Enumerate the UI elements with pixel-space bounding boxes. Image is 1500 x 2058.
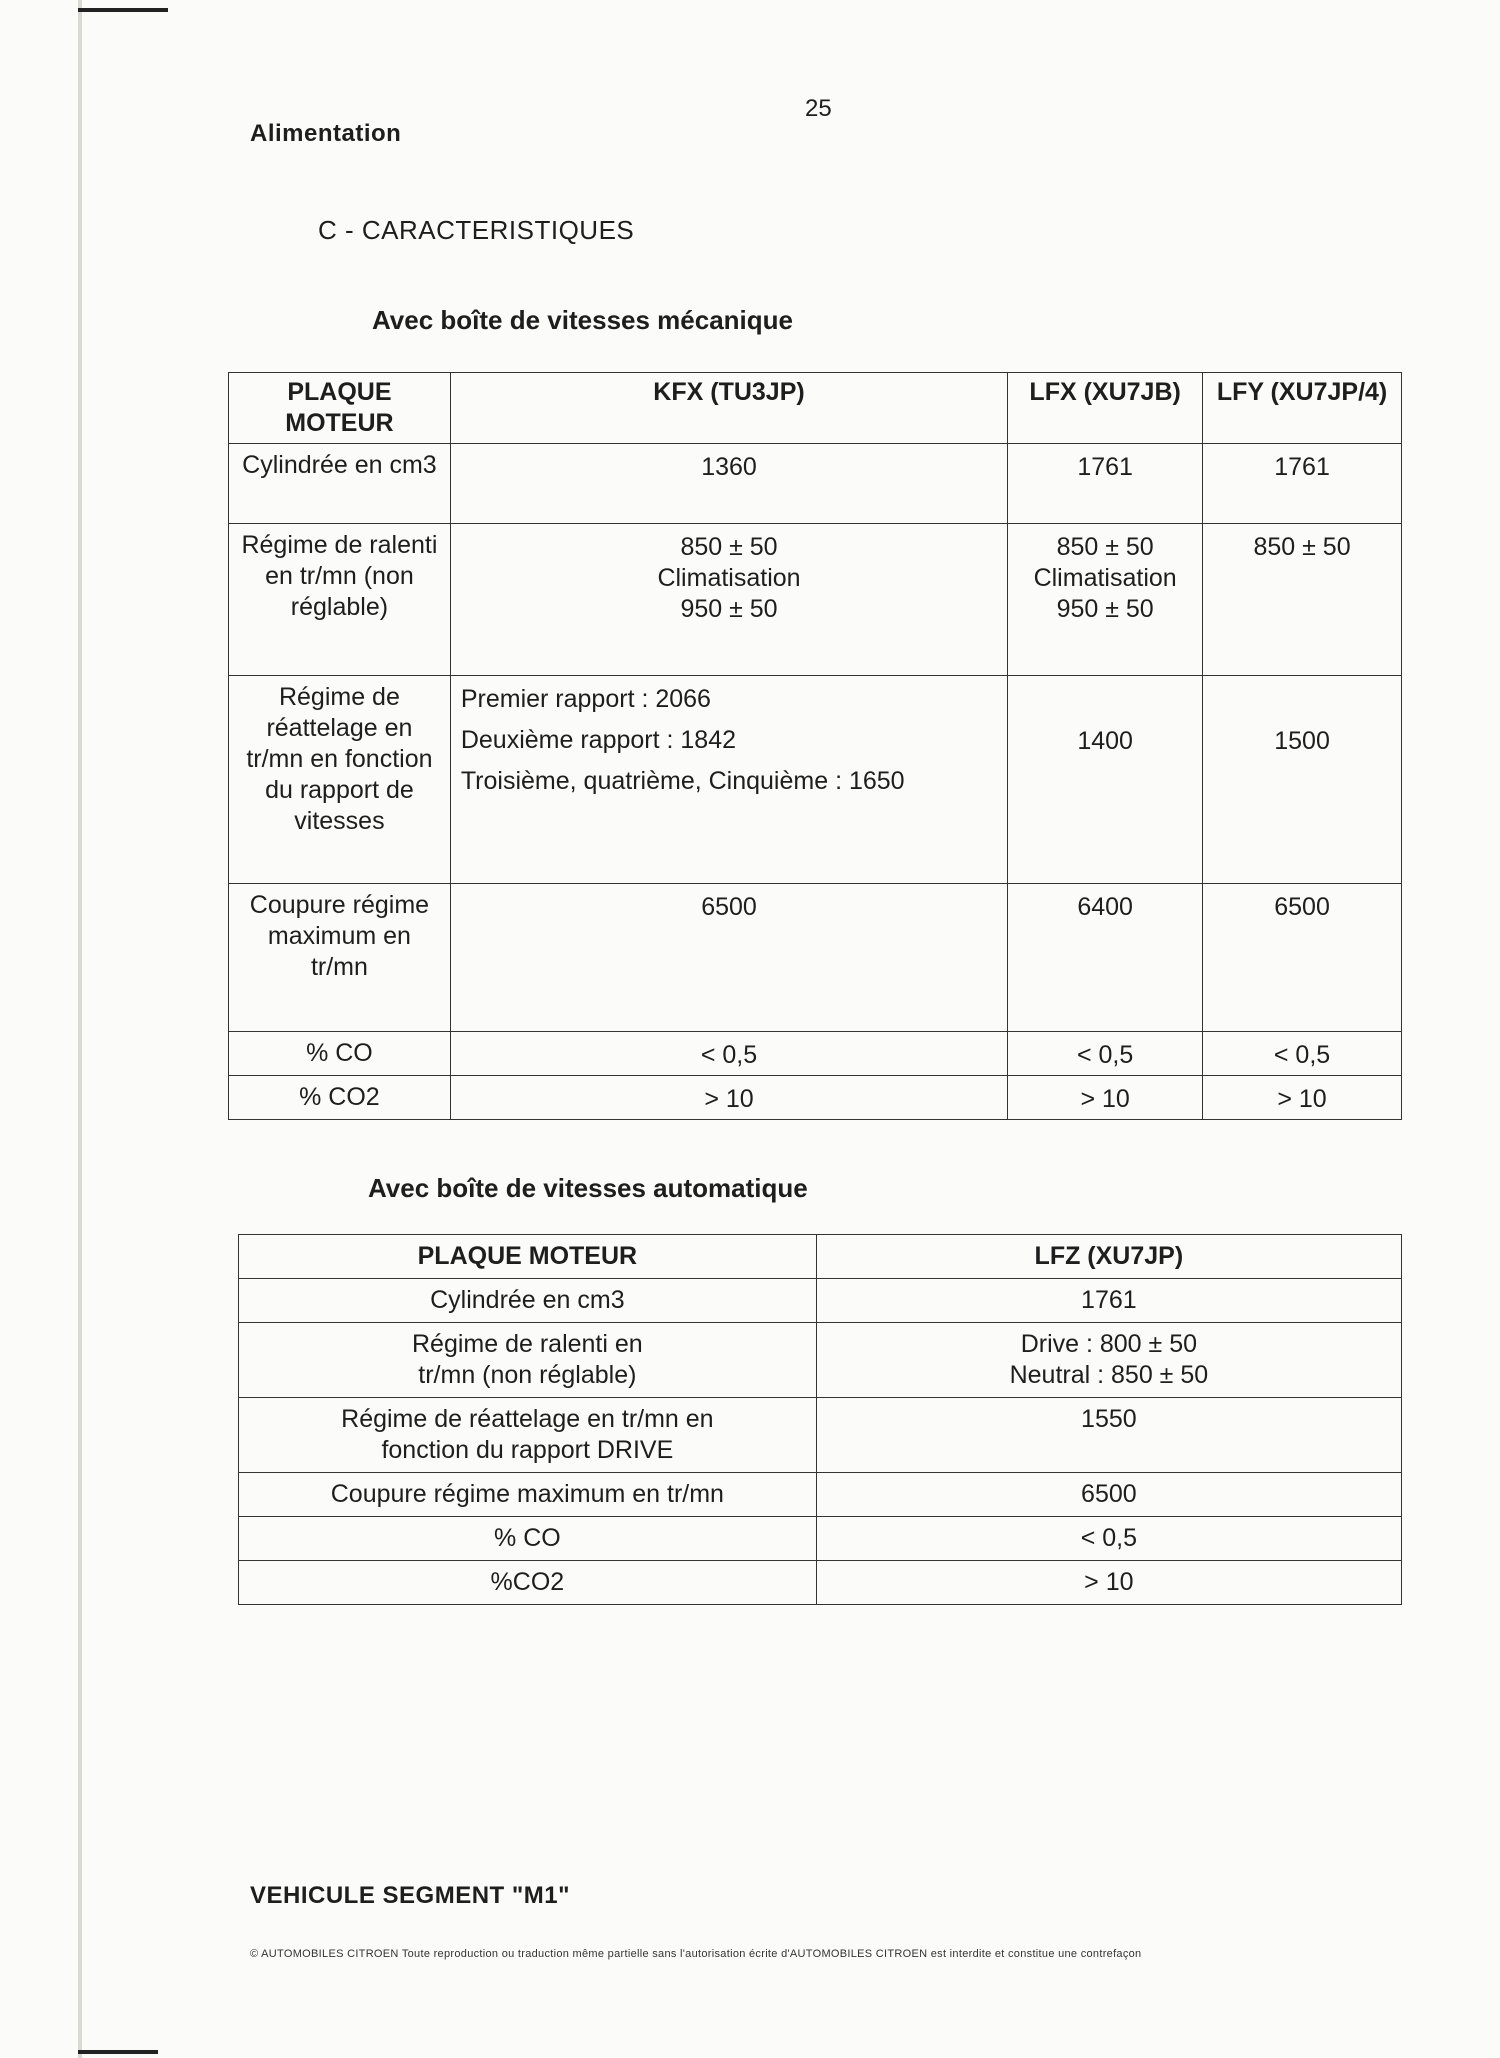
value-line: 6400 <box>1077 893 1133 921</box>
value-cell <box>1008 884 1203 1032</box>
manual-gearbox-subtitle: Avec boîte de vitesses mécanique <box>372 305 794 335</box>
automatic-gearbox-table <box>238 1234 1402 1605</box>
row-label: Régime de ralenti en tr/mn (non réglable) <box>229 524 451 676</box>
value-cell: > 10 <box>816 1561 1401 1605</box>
value-cell <box>450 524 1007 676</box>
row-label: Cylindrée en cm3 <box>239 1279 817 1323</box>
value-cell: > 10 <box>1008 1076 1203 1120</box>
value-line: Deuxième rapport : 1842 <box>460 726 737 754</box>
table-header-row <box>239 1235 1402 1279</box>
value-cell: < 0,5 <box>1203 1032 1402 1076</box>
value-cell <box>1203 444 1402 524</box>
header-cell: LFY (XU7JP/4) <box>1203 373 1402 444</box>
table-row <box>229 884 1402 1032</box>
value-line: Climatisation <box>1033 564 1177 592</box>
header-cell: LFZ (XU7JP) <box>816 1235 1401 1279</box>
value-line: Climatisation <box>657 564 801 592</box>
value-line: 850 ± 50 <box>1253 533 1351 561</box>
manual-gearbox-table <box>228 372 1402 1120</box>
value-line: Neutral : 850 ± 50 <box>1009 1361 1209 1389</box>
table-row <box>239 1517 1402 1561</box>
copyright-notice: © AUTOMOBILES CITROEN Toute reproduction ou traduction même partielle sans l'autorisation écrite d'AUTOMOBILES CITROEN est interdite et constitue une contrefaçon <box>250 1948 1142 1960</box>
vehicle-segment-label: VEHICULE SEGMENT "M1" <box>250 1882 570 1909</box>
page-number: 25 <box>805 95 832 122</box>
value-cell <box>450 884 1007 1032</box>
value-cell <box>816 1323 1401 1398</box>
value-cell: < 0,5 <box>450 1032 1007 1076</box>
value-cell <box>1203 676 1402 884</box>
row-label: Coupure régime maximum en tr/mn <box>239 1473 817 1517</box>
table-row <box>239 1398 1402 1473</box>
table-row <box>239 1323 1402 1398</box>
table-row <box>229 1076 1402 1120</box>
value-line: 1400 <box>1077 727 1133 755</box>
value-cell: < 0,5 <box>816 1517 1401 1561</box>
value-cell <box>450 676 1007 884</box>
value-cell: 1761 <box>816 1279 1401 1323</box>
section-title: Alimentation <box>250 120 402 147</box>
row-label: % CO <box>239 1517 817 1561</box>
value-line: 1761 <box>1274 453 1330 481</box>
value-line: 1360 <box>701 453 757 481</box>
value-cell <box>1008 524 1203 676</box>
value-line: 6500 <box>701 893 757 921</box>
row-label: Régime de réattelage en tr/mn en fonction du rapport DRIVE <box>239 1398 817 1473</box>
value-cell <box>1008 444 1203 524</box>
value-line: Drive : 800 ± 50 <box>1020 1330 1198 1358</box>
value-cell <box>450 444 1007 524</box>
value-cell <box>1203 884 1402 1032</box>
value-line: 850 ± 50 <box>1056 533 1154 561</box>
table-row <box>229 444 1402 524</box>
row-label: Régime de ralenti en tr/mn (non réglable) <box>239 1323 817 1398</box>
table-row <box>239 1279 1402 1323</box>
value-line: 850 ± 50 <box>680 533 778 561</box>
header-cell: LFX (XU7JB) <box>1008 373 1203 444</box>
value-line: 1761 <box>1077 453 1133 481</box>
table-row <box>239 1561 1402 1605</box>
row-label: Régime de réattelage en tr/mn en fonction du rapport de vitesses <box>229 676 451 884</box>
page-binding-edge <box>78 0 82 2058</box>
value-cell: 6500 <box>816 1473 1401 1517</box>
table-row <box>239 1473 1402 1517</box>
table-row <box>229 676 1402 884</box>
table-row <box>229 1032 1402 1076</box>
header-cell: PLAQUE MOTEUR <box>239 1235 817 1279</box>
row-label: Cylindrée en cm3 <box>229 444 451 524</box>
value-cell <box>1008 676 1203 884</box>
table-header-row <box>229 373 1402 444</box>
header-cell: KFX (TU3JP) <box>450 373 1007 444</box>
value-line: Troisième, quatrième, Cinquième : 1650 <box>460 767 905 795</box>
row-label: % CO2 <box>229 1076 451 1120</box>
scan-corner-mark <box>78 8 168 12</box>
value-cell: > 10 <box>450 1076 1007 1120</box>
chapter-heading: C - CARACTERISTIQUES <box>318 215 635 245</box>
value-line: 6500 <box>1274 893 1330 921</box>
value-cell: < 0,5 <box>1008 1032 1203 1076</box>
value-line: 950 ± 50 <box>1056 595 1154 623</box>
value-cell: > 10 <box>1203 1076 1402 1120</box>
row-label: %CO2 <box>239 1561 817 1605</box>
value-line: 1500 <box>1274 727 1330 755</box>
header-cell: PLAQUE MOTEUR <box>229 373 451 444</box>
value-cell <box>1203 524 1402 676</box>
row-label: Coupure régime maximum en tr/mn <box>229 884 451 1032</box>
scan-corner-mark-bottom <box>78 2050 158 2054</box>
table-row <box>229 524 1402 676</box>
automatic-gearbox-subtitle: Avec boîte de vitesses automatique <box>368 1173 808 1203</box>
row-label: % CO <box>229 1032 451 1076</box>
value-cell: 1550 <box>816 1398 1401 1473</box>
value-line: 950 ± 50 <box>680 595 778 623</box>
value-line: Premier rapport : 2066 <box>460 685 711 713</box>
